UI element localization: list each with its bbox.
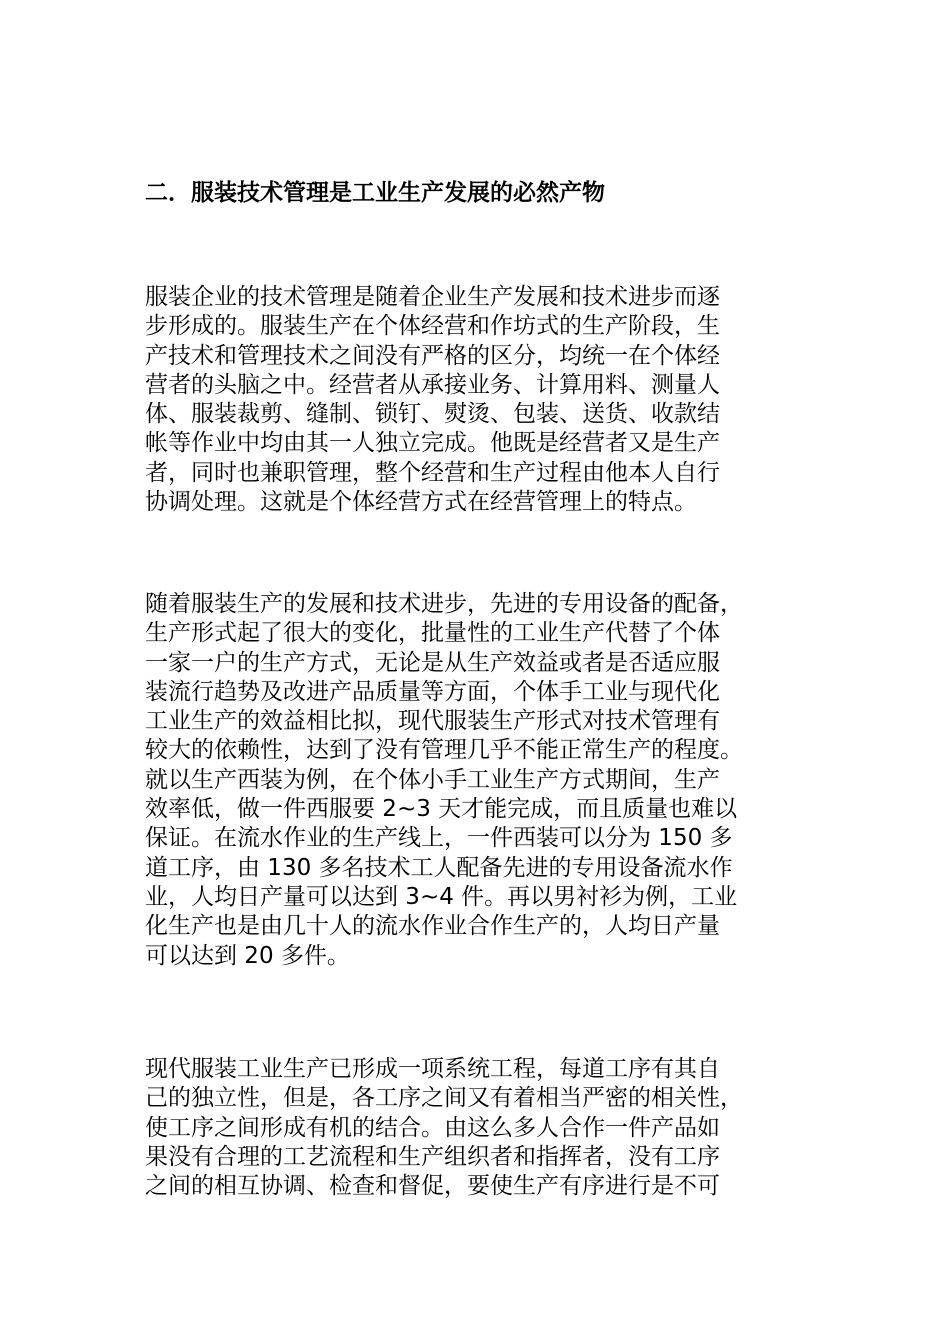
section-heading: 二．服装技术管理是工业生产发展的必然产物 [145,180,605,206]
paragraph-line: 随着服装生产的发展和技术进步，先进的专用设备的配备， [145,591,743,617]
paragraph-line: 服装企业的技术管理是随着企业生产发展和技术进步而逐 [145,284,720,310]
paragraph-line: 使工序之间形成有机的结合。由这么多人合作一件产品如 [145,1114,720,1141]
paragraph-line: 一家一户的生产方式，无论是从生产效益或者是否适应服 [145,649,720,676]
paragraph-1 [145,283,720,517]
paragraph-line: 较大的依赖性，达到了没有管理几乎不能正常生产的程度。 [145,737,743,764]
paragraph-line: 帐等作业中均由其一人独立完成。他既是经营者又是生产 [145,430,720,457]
paragraph-line: 生产形式起了很大的变化，批量性的工业生产代替了个体 [145,620,720,647]
paragraph-2 [145,590,743,971]
paragraph-line: 就以生产西装为例，在个体小手工业生产方式期间，生产 [145,766,720,793]
paragraph-line: 营者的头脑之中。经营者从承接业务、计算用料、测量人 [145,371,720,398]
paragraph-line: 工业生产的效益相比拟，现代服装生产形式对技术管理有 [145,708,720,735]
paragraph-line: 体、服装裁剪、缝制、锁钉、熨烫、包装、送货、收款结 [145,401,720,428]
paragraph-line: 果没有合理的工艺流程和生产组织者和指挥者，没有工序 [145,1143,720,1170]
paragraph-line: 道工序，由 130 多名技术工人配备先进的专用设备流水作 [145,854,733,881]
paragraph-line: 效率低，做一件西服要 2~3 天才能完成，而且质量也难以 [145,796,738,823]
paragraph-line: 可以达到 20 多件。 [145,942,350,969]
paragraph-line: 保证。在流水作业的生产线上，一件西装可以分为 150 多 [145,825,733,852]
paragraph-line: 产技术和管理技术之间没有严格的区分，均统一在个体经 [145,342,720,369]
paragraph-line: 之间的相互协调、检查和督促，要使生产有序进行是不可 [145,1173,720,1200]
paragraph-3 [145,1055,743,1201]
paragraph-line: 化生产也是由几十人的流水作业合作生产的，人均日产量 [145,913,720,940]
paragraph-line: 装流行趋势及改进产品质量等方面，个体手工业与现代化 [145,678,720,705]
paragraph-line: 者，同时也兼职管理，整个经营和生产过程由他本人自行 [145,459,720,486]
paragraph-line: 业，人均日产量可以达到 3~4 件。再以男衬衫为例，工业 [145,883,738,910]
paragraph-line: 己的独立性，但是，各工序之间又有着相当严密的相关性， [145,1085,743,1112]
paragraph-line: 协调处理。这就是个体经营方式在经营管理上的特点。 [145,489,697,516]
paragraph-line: 现代服装工业生产已形成一项系统工程，每道工序有其自 [145,1056,720,1082]
paragraph-line: 步形成的。服装生产在个体经营和作坊式的生产阶段，生 [145,313,720,340]
